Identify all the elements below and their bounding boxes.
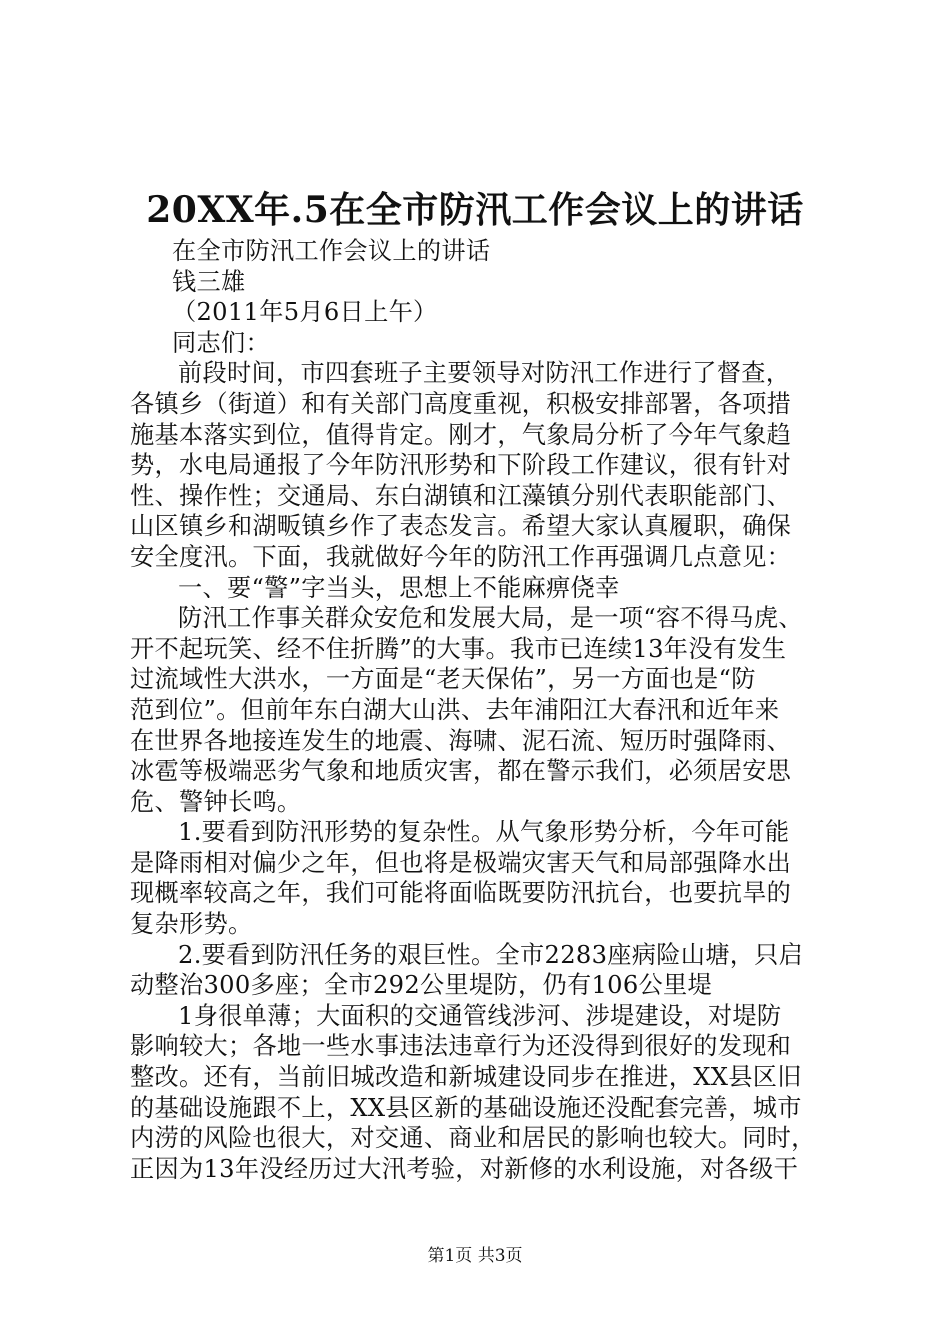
paragraph-line: 性、操作性；交通局、东白湖镇和江藻镇分别代表职能部门、 — [130, 481, 792, 510]
document-title: 20XX年.5在全市防汛工作会议上的讲话 — [146, 189, 804, 231]
speech-date: （2011年5月6日上午） — [172, 298, 438, 327]
paragraph-line: 范到位”。但前年东白湖大山洪、去年浦阳江大春汛和近年来 — [130, 695, 780, 724]
section-heading: 一、要“警”字当头，思想上不能麻痹侥幸 — [178, 573, 620, 602]
paragraph-line: 1身很单薄；大面积的交通管线涉河、涉堤建设，对堤防 — [178, 1001, 782, 1030]
paragraph-line: 2.要看到防汛任务的艰巨性。全市2283座病险山塘，只启 — [178, 940, 804, 969]
paragraph-line: 前段时间，市四套班子主要领导对防汛工作进行了督查， — [178, 359, 791, 388]
paragraph-line: 1.要看到防汛形势的复杂性。从气象形势分析，今年可能 — [178, 818, 790, 847]
paragraph-line: 开不起玩笑、经不住折腾”的大事。我市已连续13年没有发生 — [130, 634, 787, 663]
paragraph-line: 内涝的风险也很大，对交通、商业和居民的影响也较大。同时， — [130, 1124, 816, 1153]
page-footer: 第1页 共3页 — [427, 1246, 523, 1266]
paragraph-line: 是降雨相对偏少之年，但也将是极端灾害天气和局部强降水出 — [130, 848, 792, 877]
paragraph-line: 整改。还有，当前旧城改造和新城建设同步在推进，XX县区旧 — [130, 1063, 802, 1092]
speech-heading: 在全市防汛工作会议上的讲话 — [172, 237, 491, 265]
paragraph-line: 势，水电局通报了今年防汛形势和下阶段工作建议，很有针对 — [130, 451, 792, 480]
paragraph-line: 过流域性大洪水，一方面是“老天保佑”，另一方面也是“防 — [130, 665, 756, 694]
paragraph-line: 动整治300多座；全市292公里堤防，仍有106公里堤 — [130, 971, 712, 1000]
document-body — [130, 236, 830, 1184]
paragraph-line: 影响较大；各地一些水事违法违章行为还没得到很好的发现和 — [130, 1032, 792, 1061]
paragraph-line: 危、警钟长鸣。 — [130, 787, 302, 816]
paragraph-line: 现概率较高之年，我们可能将面临既要防汛抗台，也要抗旱的 — [130, 879, 792, 908]
paragraph-line: 防汛工作事关群众安危和发展大局，是一项“容不得马虎、 — [178, 604, 803, 633]
paragraph-line: 的基础设施跟不上，XX县区新的基础设施还没配套完善，城市 — [130, 1093, 802, 1122]
paragraph-line: 在世界各地接连发生的地震、海啸、泥石流、短历时强降雨、 — [130, 726, 792, 755]
paragraph-line: 安全度汛。下面，我就做好今年的防汛工作再强调几点意见： — [130, 542, 792, 571]
paragraph-line: 施基本落实到位，值得肯定。刚才，气象局分析了今年气象趋 — [130, 420, 792, 449]
salutation: 同志们： — [172, 328, 270, 357]
paragraph-line: 各镇乡（街道）和有关部门高度重视，积极安排部署，各项措 — [130, 389, 792, 418]
paragraph-line: 冰雹等极端恶劣气象和地质灾害，都在警示我们，必须居安思 — [130, 757, 792, 786]
paragraph-line: 正因为13年没经历过大汛考验，对新修的水利设施，对各级干 — [130, 1154, 799, 1183]
paragraph-line: 山区镇乡和湖畈镇乡作了表态发言。希望大家认真履职，确保 — [130, 512, 792, 541]
paragraph-line: 复杂形势。 — [130, 910, 253, 939]
speaker-name: 钱三雄 — [172, 267, 246, 296]
